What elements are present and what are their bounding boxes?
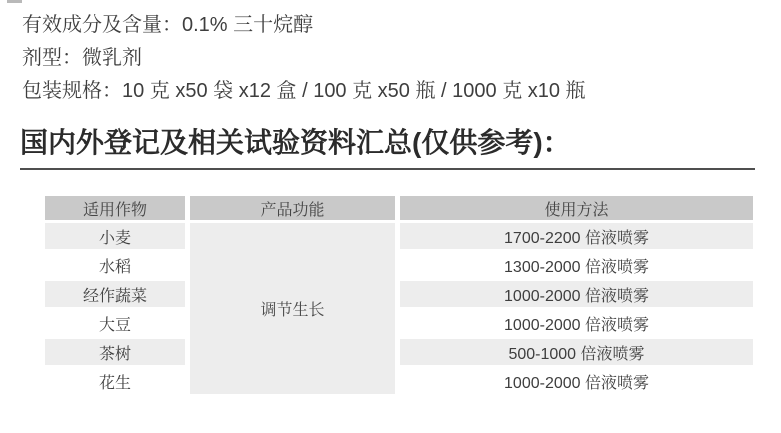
packaging-line: 包装规格：10 克 x50 袋 x12 盒 / 100 克 x50 瓶 / 1000 克 x10 瓶: [22, 80, 586, 102]
table-row: [45, 281, 753, 307]
crop-artifact: [7, 0, 22, 3]
usage-cell: 1000-2000 倍液喷雾: [400, 310, 753, 336]
table-row: [45, 339, 753, 365]
usage-cell: 1300-2000 倍液喷雾: [400, 252, 753, 278]
function-span-cell: 调节生长: [190, 223, 395, 394]
table-header-row: [45, 196, 753, 220]
col-header-crop: 适用作物: [45, 196, 185, 220]
usage-cell: 1700-2200 倍液喷雾: [400, 223, 753, 249]
col-header-usage: 使用方法: [400, 196, 753, 220]
table-row: [45, 310, 753, 336]
col-header-function: 产品功能: [190, 196, 395, 220]
crop-cell: 小麦: [45, 223, 185, 249]
usage-cell: 1000-2000 倍液喷雾: [400, 281, 753, 307]
crop-cell: 经作蔬菜: [45, 281, 185, 307]
crop-cell: 花生: [45, 368, 185, 394]
registration-table: [40, 193, 758, 397]
product-info: [22, 9, 586, 108]
crop-cell: 大豆: [45, 310, 185, 336]
usage-cell: 500-1000 倍液喷雾: [400, 339, 753, 365]
table-row: [45, 223, 753, 249]
table-row: [45, 252, 753, 278]
crop-cell: 茶树: [45, 339, 185, 365]
usage-cell: 1000-2000 倍液喷雾: [400, 368, 753, 394]
active-ingredient-line: 有效成分及含量：0.1% 三十烷醇: [22, 14, 314, 36]
crop-cell: 水稻: [45, 252, 185, 278]
formulation-line: 剂型：微乳剂: [22, 47, 142, 69]
section-title: 国内外登记及相关试验资料汇总(仅供参考)：: [20, 126, 755, 170]
table-row: [45, 368, 753, 394]
